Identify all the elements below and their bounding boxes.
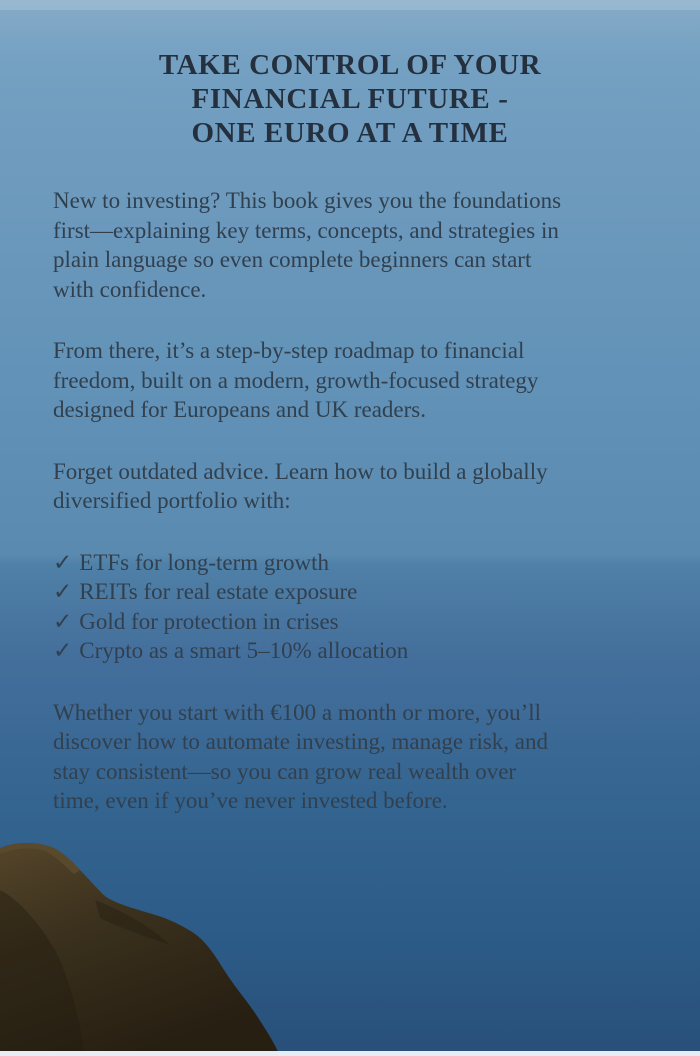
bottom-edge-strip [0, 1051, 700, 1056]
checklist-item-etfs [53, 548, 662, 578]
text-line: plain language so even complete beginners can start [53, 247, 532, 272]
text-line: Whether you start with €100 a month or more, you’ll [53, 699, 542, 725]
text-line: diversified portfolio with: [53, 488, 291, 513]
text-line: New to investing? This book gives you the foundations [53, 188, 562, 213]
checklist-item-reits [53, 577, 662, 607]
checklist-item-label: Crypto as a smart 5–10% allocation [79, 638, 409, 663]
checklist-item-label: ETFs for long-term growth [79, 549, 330, 575]
checklist-item-crypto [53, 636, 662, 666]
check-icon: ✓ [53, 608, 73, 634]
text-line: first—explaining key terms, concepts, and strategies in [53, 217, 559, 243]
check-icon: ✓ [53, 638, 73, 663]
check-icon: ✓ [53, 549, 73, 575]
text-line: discover how to automate investing, manage risk, and [53, 729, 549, 754]
paragraph-closing [53, 698, 662, 816]
page-title [0, 48, 700, 150]
sky-top-highlight [0, 0, 700, 10]
checklist-item-label: Gold for protection in crises [79, 608, 339, 634]
paragraph-intro [53, 186, 662, 304]
title-line-1: TAKE CONTROL OF YOUR [158, 49, 542, 81]
text-line: time, even if you’ve never invested before. [53, 788, 448, 813]
checklist-item-gold [53, 607, 662, 637]
cliff-rock-silhouette [0, 830, 300, 1056]
text-line: From there, it’s a step-by-step roadmap to financial [53, 338, 525, 363]
description-text [53, 186, 662, 848]
text-line: stay consistent—so you can grow real wealth over [53, 758, 517, 784]
text-line: with confidence. [53, 276, 207, 302]
paragraph-portfolio-lead [53, 457, 662, 516]
title-line-3: ONE EURO AT A TIME [191, 117, 509, 149]
check-icon: ✓ [53, 579, 73, 604]
text-line: designed for Europeans and UK readers. [53, 397, 426, 422]
title-line-2: FINANCIAL FUTURE - [191, 83, 509, 115]
paragraph-roadmap [53, 336, 662, 425]
benefits-checklist [53, 548, 662, 666]
text-line: Forget outdated advice. Learn how to build a globally [53, 458, 548, 484]
text-line: freedom, built on a modern, growth-focused strategy [53, 367, 539, 393]
checklist-item-label: REITs for real estate exposure [79, 579, 358, 604]
